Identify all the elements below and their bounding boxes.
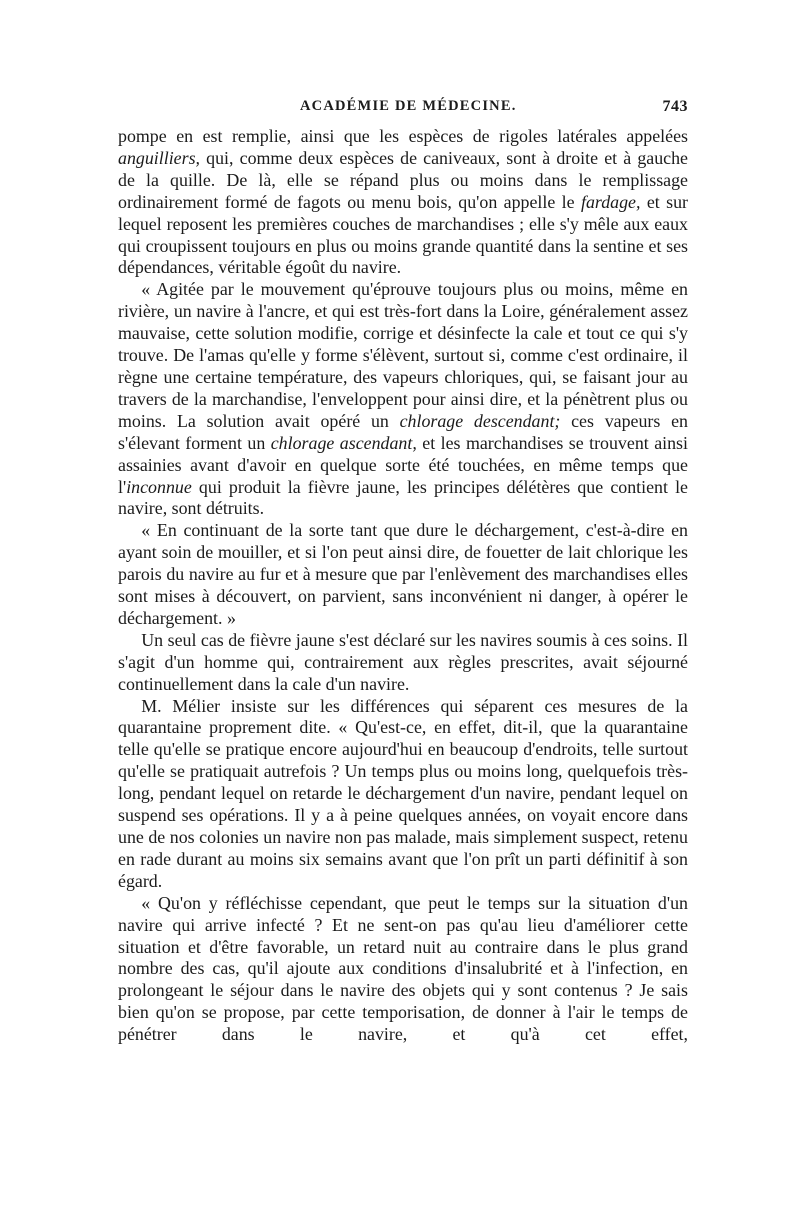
italic-term-inconnue: inconnue (126, 476, 192, 497)
body-text (118, 126, 688, 1046)
paragraph-3: « En continuant de la sorte tant que dure le déchargement, c'est-à-dire en ayant soin de mouiller, et si l'on peut ainsi dire, de fouetter de lait chlorique les parois du navire au fur et à mesure que par l'enlèvement des marchandises elles sont mises à découvert, on parvient, sans inconvénient ni danger, à opérer le déchargement. » (118, 520, 688, 628)
paragraph-2: « Agitée par le mouvement qu'éprouve toujours plus ou moins, même en rivière, un navire à l'ancre, et qui est très-fort dans la Loire, généralement assez mauvaise, cette solution modifie, corrige et désinfecte la cale et tout ce qui s'y trouve. De l'amas qu'elle y forme s'élèvent, surtout si, comme c'est ordinaire, il règne une certaine température, des vapeurs chloriques, qui, se faisant jour au travers de la marchandise, l'enveloppent pour ainsi dire, et la pénètrent plus ou moins. La solution avait opéré un chlorage descendant; ces vapeurs en s'élevant forment un chlorage ascendant, et les marchandises se trouvent ainsi assainies avant d'avoir en quelque sorte été touchées, en même temps que l'inconnue qui produit la fièvre jaune, les principes délétères que contient le navire, sont détruits. (118, 279, 688, 519)
paragraph-1: pompe en est remplie, ainsi que les espèces de rigoles latérales appelées anguilliers, qui, comme deux espèces de caniveaux, sont à droite et à gauche de la quille. De là, elle se répand plus ou moins dans le remplissage ordinairement formé de fagots ou menu bois, qu'on appelle le fardage, et sur lequel reposent les premières couches de marchandises ; elle s'y mêle aux eaux qui croupissent toujours en plus ou moins grande quantité dans la sentine et ses dépendances, véritable égoût du navire. (118, 126, 688, 278)
page-number: 743 (662, 98, 688, 115)
running-head (118, 98, 688, 126)
running-title: ACADÉMIE DE MÉDECINE. (300, 98, 517, 114)
book-page (118, 98, 688, 1046)
italic-term-fardage: fardage, (580, 191, 641, 212)
paragraph-4: Un seul cas de fièvre jaune s'est déclaré sur les navires soumis à ces soins. Il s'agit d'un homme qui, contrairement aux règles prescrites, avait séjourné continuellement dans la cale d'un navire. (118, 629, 688, 694)
italic-term-anguilliers: anguilliers, (118, 147, 201, 168)
italic-term-chlorage-descendant: chlorage descendant; (399, 410, 561, 431)
italic-term-chlorage-ascendant: chlorage ascendant, (270, 432, 417, 453)
paragraph-6: « Qu'on y réfléchisse cependant, que peut le temps sur la situation d'un navire qui arrive infecté ? Et ne sent-on pas qu'au lieu d'améliorer cette situation et d'être favorable, un retard nuit au contraire dans le plus grand nombre des cas, qu'il ajoute aux conditions d'insalubrité et à l'infection, en prolongeant le séjour dans le navire des objets qui y sont contenus ? Je sais bien qu'on se propose, par cette temporisation, de donner à l'air le temps de pénétrer dans le navire, et qu'à cet effet, (118, 892, 688, 1045)
paragraph-5: M. Mélier insiste sur les différences qui séparent ces mesures de la quarantaine proprement dite. « Qu'est-ce, en effet, dit-il, que la quarantaine telle qu'elle se pratique encore aujourd'hui en beaucoup d'endroits, telle surtout qu'elle se pratiquait autrefois ? Un temps plus ou moins long, quelquefois très-long, pendant lequel on retarde le déchargement d'un navire, pendant lequel on suspend ses opérations. Il y a à peine quelques années, on voyait encore dans une de nos colonies un navire non pas malade, mais simplement suspect, retenu en rade durant au moins six semains avant que l'on prît un parti définitif à son égard. (118, 695, 688, 891)
